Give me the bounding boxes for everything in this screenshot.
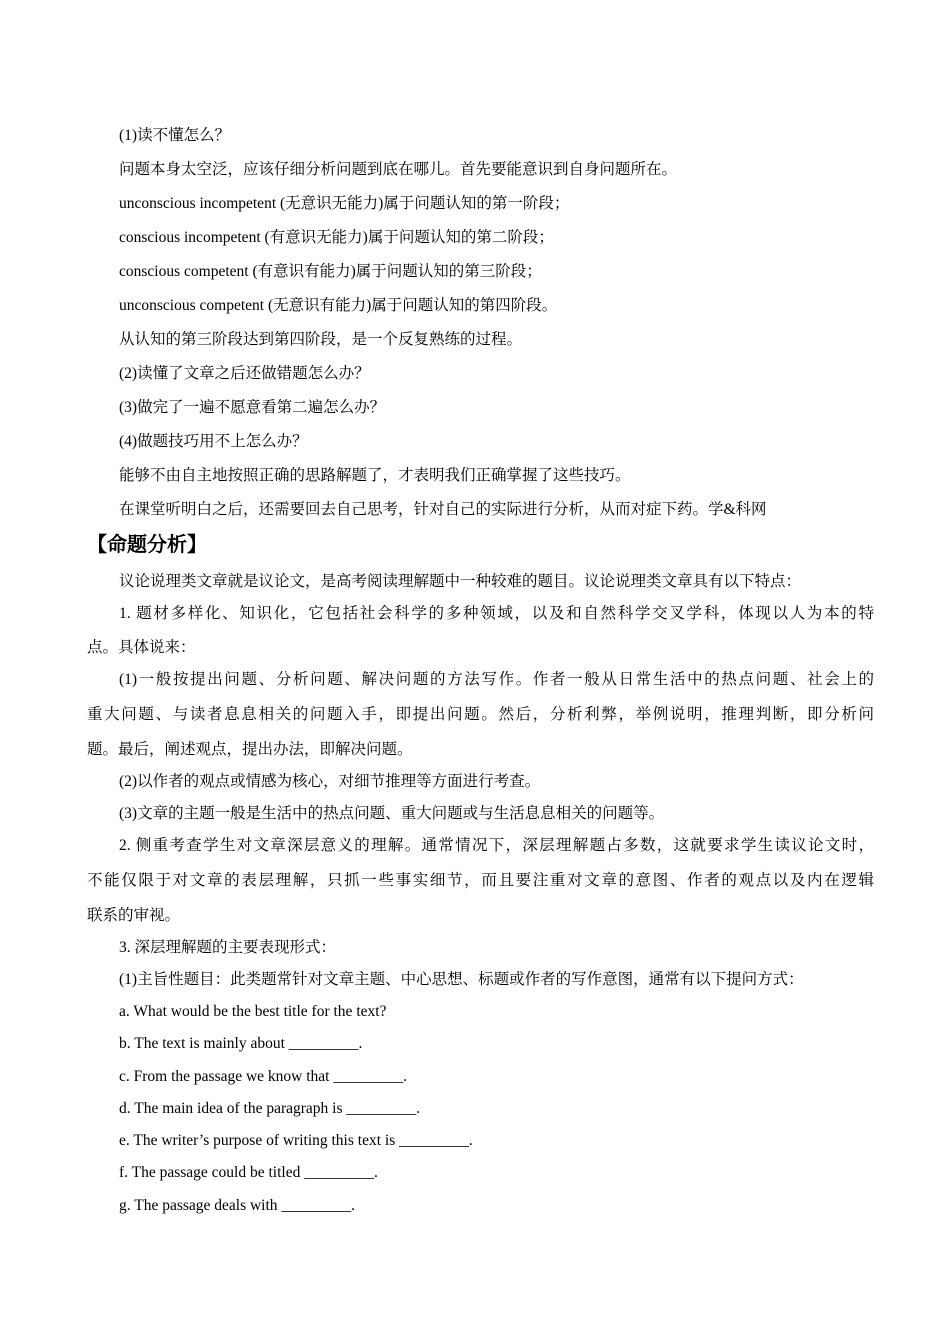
sub-point-1-line-2: 重大问题、与读者息息相关的问题入手，即提出问题。然后，分析利弊，举例说明，推理判断，即分析问	[87, 706, 874, 723]
paragraph-line: 在课堂听明白之后，还需要回去自己思考，针对自己的实际进行分析，从而对症下药。学&科网	[119, 501, 767, 518]
sub-point-2: (2)以作者的观点或情感为核心，对细节推理等方面进行考查。	[119, 773, 541, 790]
paragraph-line: 问题本身太空泛，应该仔细分析问题到底在哪儿。首先要能意识到自身问题所在。	[119, 161, 678, 178]
sub-point-1-line-1: (1)一般按提出问题、分析问题、解决问题的方法写作。作者一般从日常生活中的热点问题、社会上的	[119, 671, 874, 688]
point-2-line-3: 联系的审视。	[87, 907, 181, 924]
point-2-line-1: 2. 侧重考查学生对文章深层意义的理解。通常情况下，深层理解题占多数，这就要求学生读议论文时，	[119, 837, 874, 854]
stage-line-1: unconscious incompetent (无意识无能力)属于问题认知的第一阶段；	[119, 195, 570, 212]
intro-paragraph: 议论说理类文章就是议论文，是高考阅读理解题中一种较难的题目。议论说理类文章具有以下特点：	[119, 573, 802, 590]
point-2-line-2: 不能仅限于对文章的表层理解，只抓一些事实细节，而且要注重对文章的意图、作者的观点以及内在逻辑	[87, 872, 874, 889]
point-1-line-2: 点。具体说来：	[87, 639, 196, 656]
stage-line-2: conscious incompetent (有意识无能力)属于问题认知的第二阶段；	[119, 229, 554, 246]
question-form-g: g. The passage deals with _________.	[119, 1197, 356, 1214]
question-form-b: b. The text is mainly about _________.	[119, 1035, 363, 1052]
question-form-a: a. What would be the best title for the text?	[119, 1003, 387, 1020]
question-form-e: e. The writer’s purpose of writing this text is _________.	[119, 1132, 473, 1149]
stage-line-4: unconscious competent (无意识有能力)属于问题认知的第四阶段。	[119, 297, 558, 314]
question-line-3: (3)做完了一遍不愿意看第二遍怎么办？	[119, 399, 386, 416]
point-1-line-1: 1. 题材多样化、知识化，它包括社会科学的多种领域，以及和自然科学交叉学科，体现以人为本的特	[119, 605, 874, 622]
question-form-d: d. The main idea of the paragraph is _________.	[119, 1100, 421, 1117]
question-form-f: f. The passage could be titled _________.	[119, 1164, 378, 1181]
point-3-sub-1: (1)主旨性题目：此类题常针对文章主题、中心思想、标题或作者的写作意图，通常有以下提问方式：	[119, 971, 804, 988]
point-3: 3. 深层理解题的主要表现形式：	[119, 939, 337, 956]
question-line-1: (1)读不懂怎么？	[119, 127, 231, 144]
paragraph-line: 能够不由自主地按照正确的思路解题了，才表明我们正确掌握了这些技巧。	[119, 467, 631, 484]
section-heading: 【命题分析】	[87, 532, 207, 556]
paragraph-line: 从认知的第三阶段达到第四阶段，是一个反复熟练的过程。	[119, 331, 523, 348]
sub-point-1-line-3: 题。最后，阐述观点，提出办法，即解决问题。	[87, 741, 413, 758]
question-line-4: (4)做题技巧用不上怎么办？	[119, 433, 308, 450]
stage-line-3: conscious competent (有意识有能力)属于问题认知的第三阶段；	[119, 263, 542, 280]
sub-point-3: (3)文章的主题一般是生活中的热点问题、重大问题或与生活息息相关的问题等。	[119, 805, 665, 822]
question-line-2: (2)读懂了文章之后还做错题怎么办？	[119, 365, 370, 382]
question-form-c: c. From the passage we know that _________.	[119, 1068, 407, 1085]
